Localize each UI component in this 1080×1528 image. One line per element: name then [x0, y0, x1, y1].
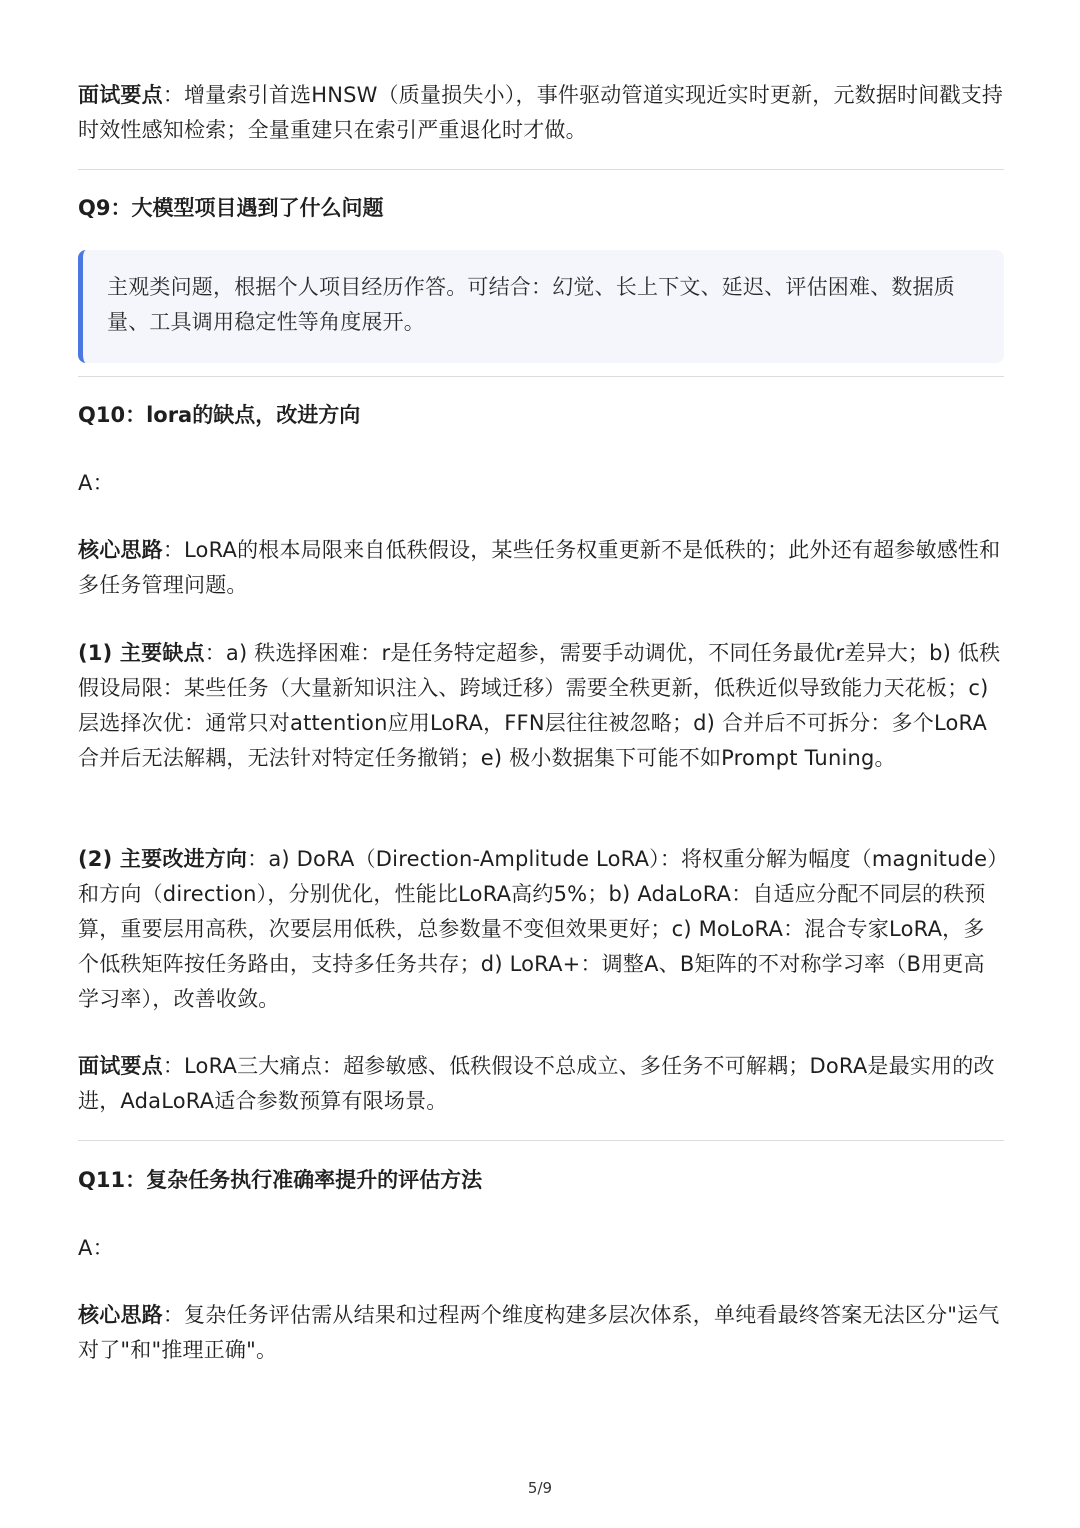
q11-answer-label: A： [78, 1236, 114, 1260]
q10-tips-label: 面试要点 [78, 1054, 163, 1078]
q11-title: Q11：复杂任务执行准确率提升的评估方法 [78, 1168, 483, 1192]
q8-interview-tips [78, 78, 1004, 148]
q10-core-label: 核心思路 [78, 538, 163, 562]
divider [78, 1140, 1004, 1141]
q10-improvements [78, 842, 1004, 1017]
q10-cons-text: ：a) 秩选择困难：r是任务特定超参，需要手动调优，不同任务最优r差异大；b) 低秩假设局限：某些任务（大量新知识注入、跨域迁移）需要全秩更新，低秩近似导致能力天花板；c) 层选择次优：通常只对attention应用LoRA，FFN层往往被忽略；d) 合并后不可拆分：多个LoRA合并后无法解耦，无法针对特定任务撤销；e) 极小数据集下可能不如Prompt Tuning。 [78, 641, 1001, 770]
q10-answer-label: A： [78, 471, 114, 495]
q9-quote-block [78, 250, 1004, 363]
q10-improve-label: (2) 主要改进方向 [78, 847, 248, 871]
q8-tips-text: ：增量索引首选HNSW（质量损失小），事件驱动管道实现近实时更新，元数据时间戳支持时效性感知检索；全量重建只在索引严重退化时才做。 [78, 83, 1004, 142]
divider [78, 376, 1004, 377]
q10-cons-label: (1) 主要缺点 [78, 641, 205, 665]
q10-title: Q10：lora的缺点，改进方向 [78, 403, 361, 427]
q11-core-label: 核心思路 [78, 1303, 163, 1327]
q10-improve-text: ：a) DoRA（Direction-Amplitude LoRA）：将权重分解为幅度（magnitude）和方向（direction），分别优化，性能比LoRA高约5%；b) AdaLoRA：自适应分配不同层的秩预算，重要层用高秩，次要层用低秩，总参数量不变但效果更好；c) MoLoRA：混合专家LoRA，多个低秩矩阵按任务路由，支持多任务共存；d) LoRA+：调整A、B矩阵的不对称学习率（B用更高学习率），改善收敛。 [78, 847, 998, 1011]
q10-core-idea [78, 533, 1004, 603]
page-number: 5/9 [527, 1479, 553, 1497]
q9-quote-text: 主观类问题，根据个人项目经历作答。可结合：幻觉、长上下文、延迟、评估困难、数据质量、工具调用稳定性等角度展开。 [107, 275, 955, 334]
divider [78, 169, 1004, 170]
q10-core-text: ：LoRA的根本局限来自低秩假设，某些任务权重更新不是低秩的；此外还有超参敏感性和多任务管理问题。 [78, 538, 1001, 597]
q10-interview-tips [78, 1049, 1004, 1119]
q9-title: Q9：大模型项目遇到了什么问题 [78, 196, 384, 220]
q11-core-idea [78, 1298, 1004, 1368]
q10-cons [78, 636, 1004, 776]
q10-tips-text: ：LoRA三大痛点：超参敏感、低秩假设不总成立、多任务不可解耦；DoRA是最实用的改进，AdaLoRA适合参数预算有限场景。 [78, 1054, 995, 1113]
q8-tips-label: 面试要点 [78, 83, 163, 107]
q11-core-text: ：复杂任务评估需从结果和过程两个维度构建多层次体系，单纯看最终答案无法区分"运气对了"和"推理正确"。 [78, 1303, 1000, 1362]
